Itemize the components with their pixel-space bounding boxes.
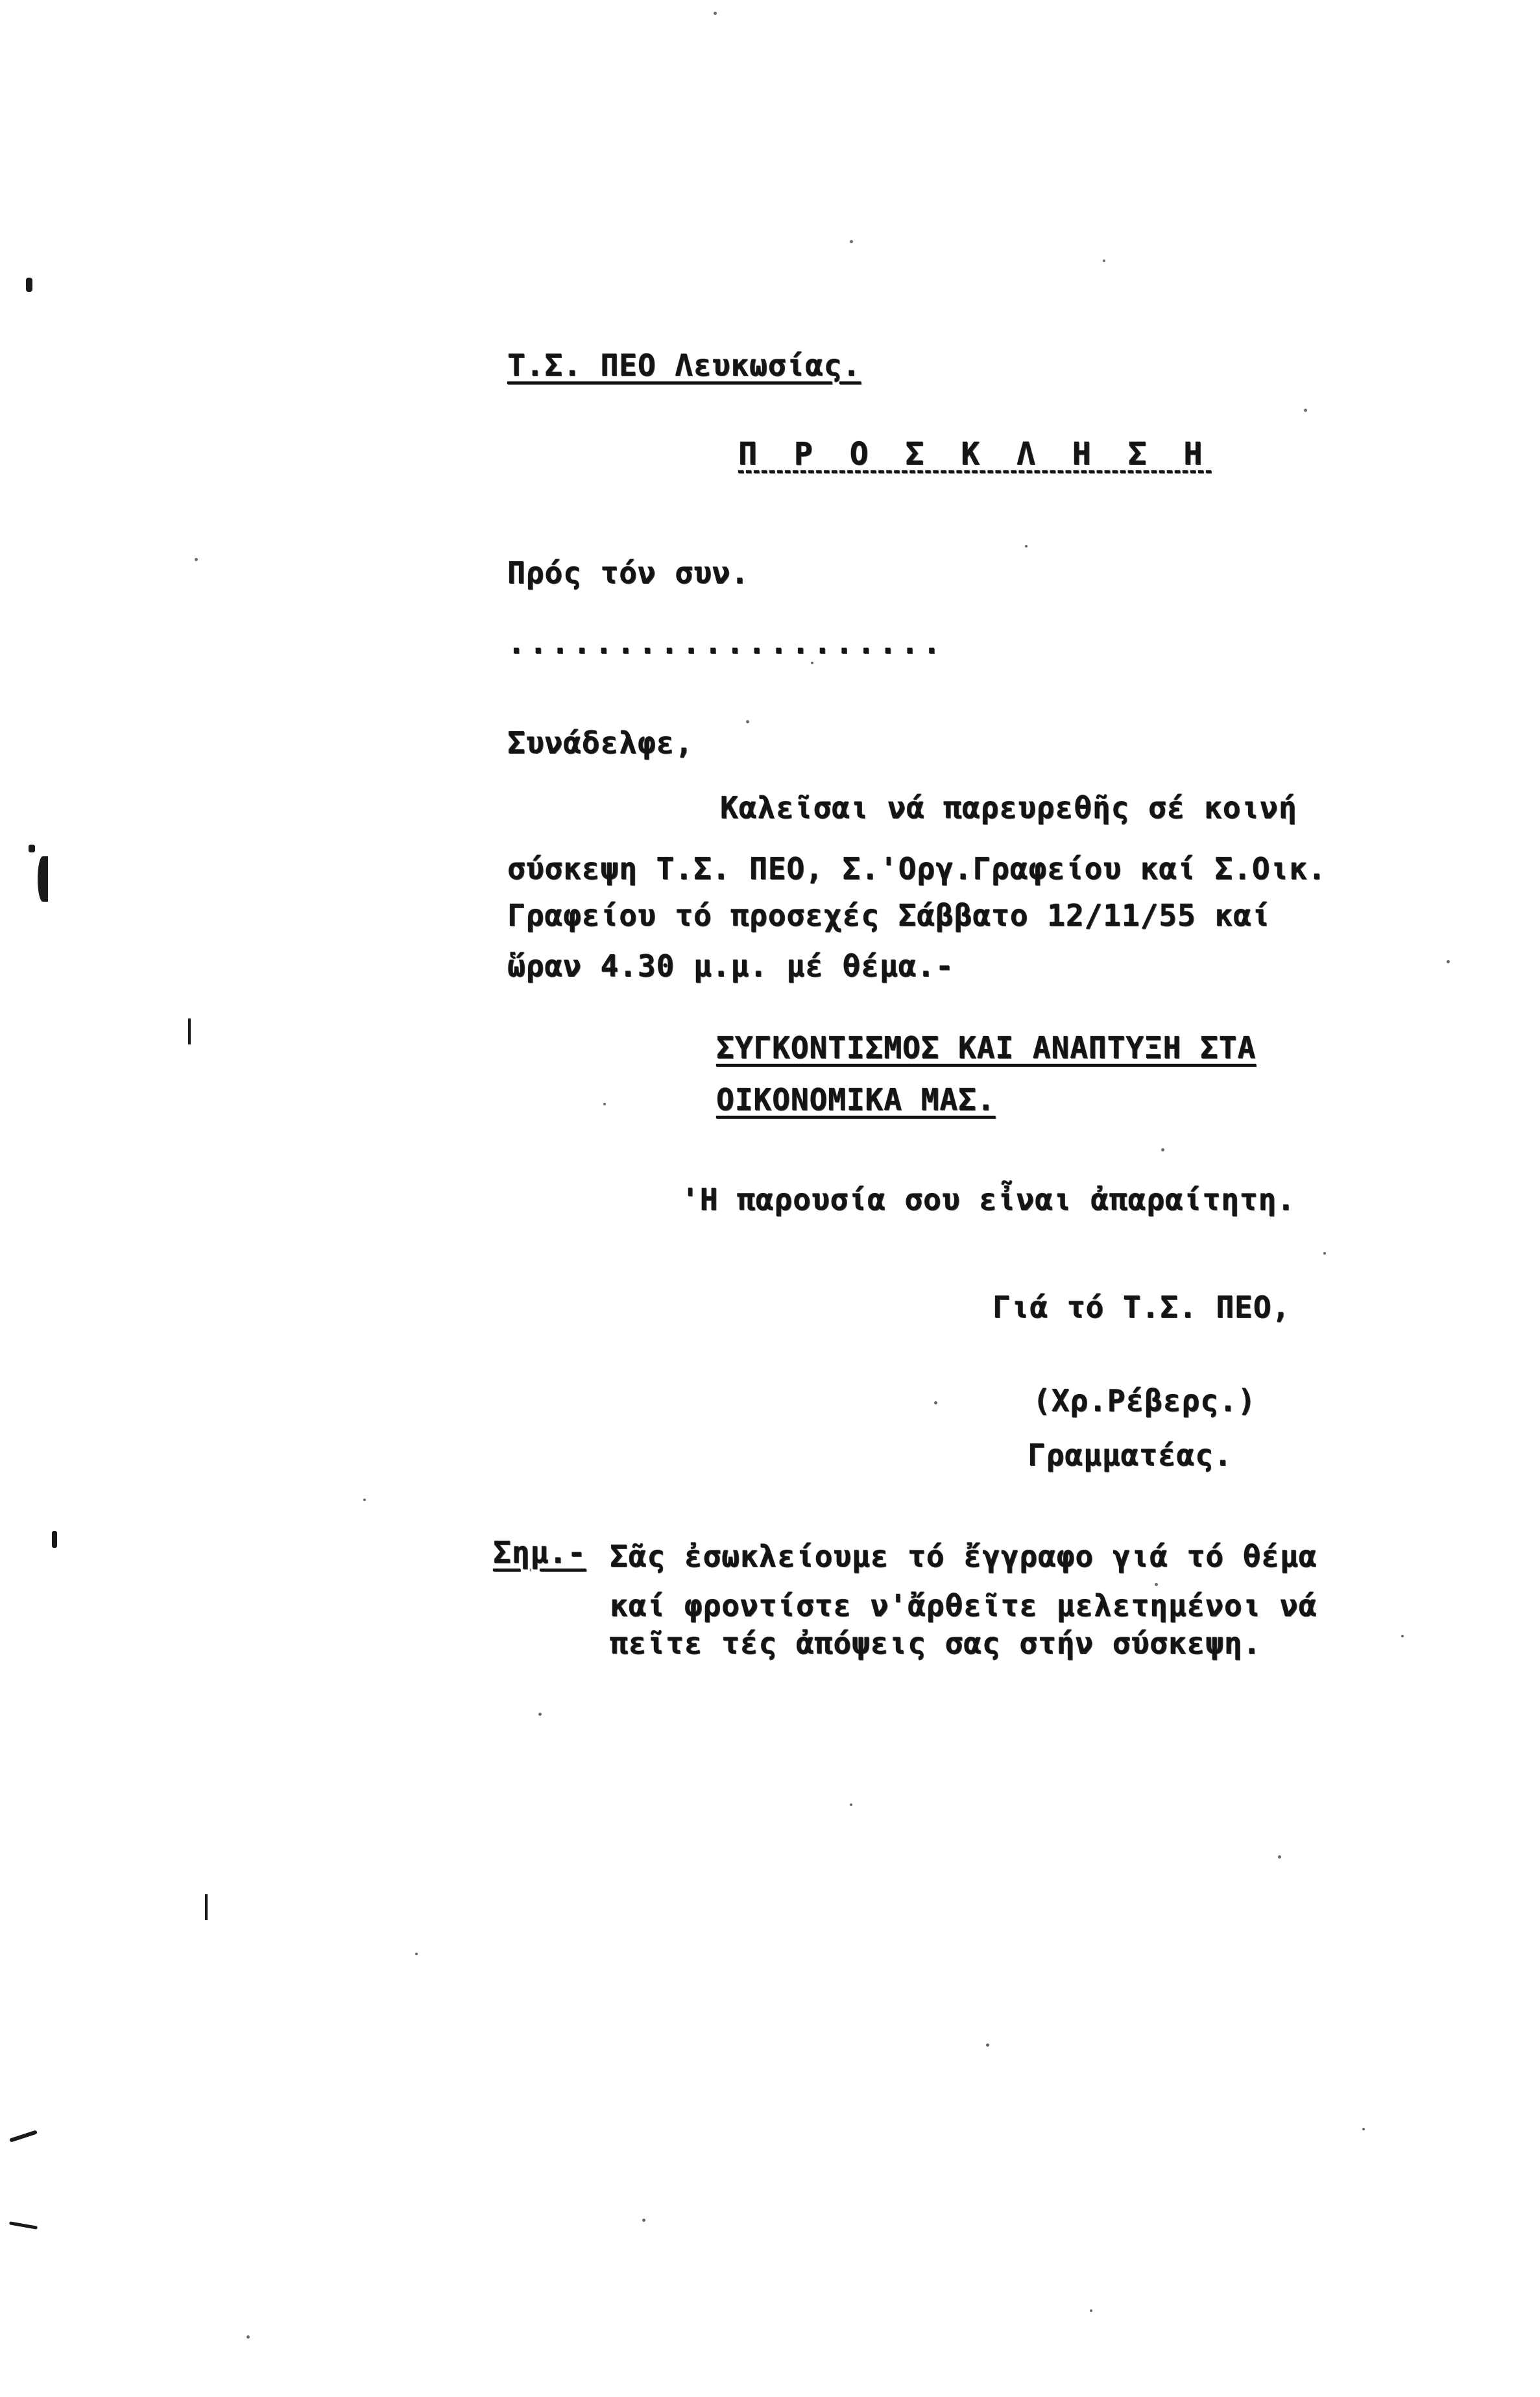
scan-mark [38,856,48,902]
speck [1025,545,1028,548]
note-label: Σημ.- [493,1535,586,1570]
note-line: Σᾶς ἐσωκλείουμε τό ἔγγραφο γιά τό θέμα [610,1539,1317,1574]
scan-mark [188,1018,191,1044]
speck [195,558,198,561]
speck [850,240,853,243]
speck [986,2043,989,2047]
scan-mark [26,278,32,292]
speck [415,1953,418,1955]
body-line: ὥραν 4.30 μ.μ. μέ θέμα.- [507,948,954,983]
speck [1401,1635,1404,1637]
document-title: Π Ρ Ο Σ Κ Λ Η Σ Η [738,436,1212,472]
scan-mark [9,2221,38,2230]
speck [934,1401,937,1404]
addressee-line: Πρός τόν συν. [507,555,750,590]
speck [1103,259,1105,262]
speck [1447,960,1450,963]
note-line: πεῖτε τές ἀπόψεις σας στήν σύσκεψη. [610,1626,1262,1661]
addressee-blank: .................... [507,625,944,660]
speck [714,12,717,15]
signatory-name: (Χρ.Ρέβερς.) [1033,1383,1257,1418]
scan-mark [205,1894,208,1920]
speck [538,1713,542,1716]
speck [746,720,749,723]
speck [642,2219,645,2222]
signatory-title: Γραμματέας. [1028,1438,1233,1473]
speck [1155,1583,1158,1586]
scan-mark [52,1531,57,1548]
speck [1323,1252,1326,1255]
speck [363,1499,366,1501]
speck [1362,2128,1365,2130]
body-line: Καλεῖσαι νά παρευρεθῆς σέ κοινή [720,790,1297,825]
subject-line: ΣΥΓΚΟΝΤΙΣΜΟΣ ΚΑΙ ΑΝΑΠΤΥΞΗ ΣΤΑ [716,1030,1257,1065]
speck [247,2335,250,2339]
speck [811,662,813,664]
signoff: Γιά τό Τ.Σ. ΠΕΟ, [993,1290,1291,1325]
organization-header: Τ.Σ. ΠΕΟ Λευκωσίας. [507,348,861,383]
speck [1304,409,1307,412]
speck [850,1803,852,1806]
attendance-note: 'Η παρουσία σου εἶναι ἀπαραίτητη. [681,1182,1295,1217]
note-line: καί φροντίστε ν'ἄρθεῖτε μελετημένοι νά [610,1588,1317,1623]
salutation: Συνάδελφε, [507,725,693,760]
subject-line: ΟΙΚΟΝΟΜΙΚΑ ΜΑΣ. [716,1082,996,1117]
body-line: Γραφείου τό προσεχές Σάββατο 12/11/55 καί [507,898,1271,933]
speck [1161,1148,1164,1151]
speck [1090,2309,1092,2312]
scan-mark [29,845,35,852]
body-line: σύσκεψη Τ.Σ. ΠΕΟ, Σ.'Οργ.Γραφείου καί Σ.Οικ. [507,851,1327,886]
speck [1278,1855,1281,1859]
scan-mark [9,2130,38,2142]
speck [603,1103,606,1105]
